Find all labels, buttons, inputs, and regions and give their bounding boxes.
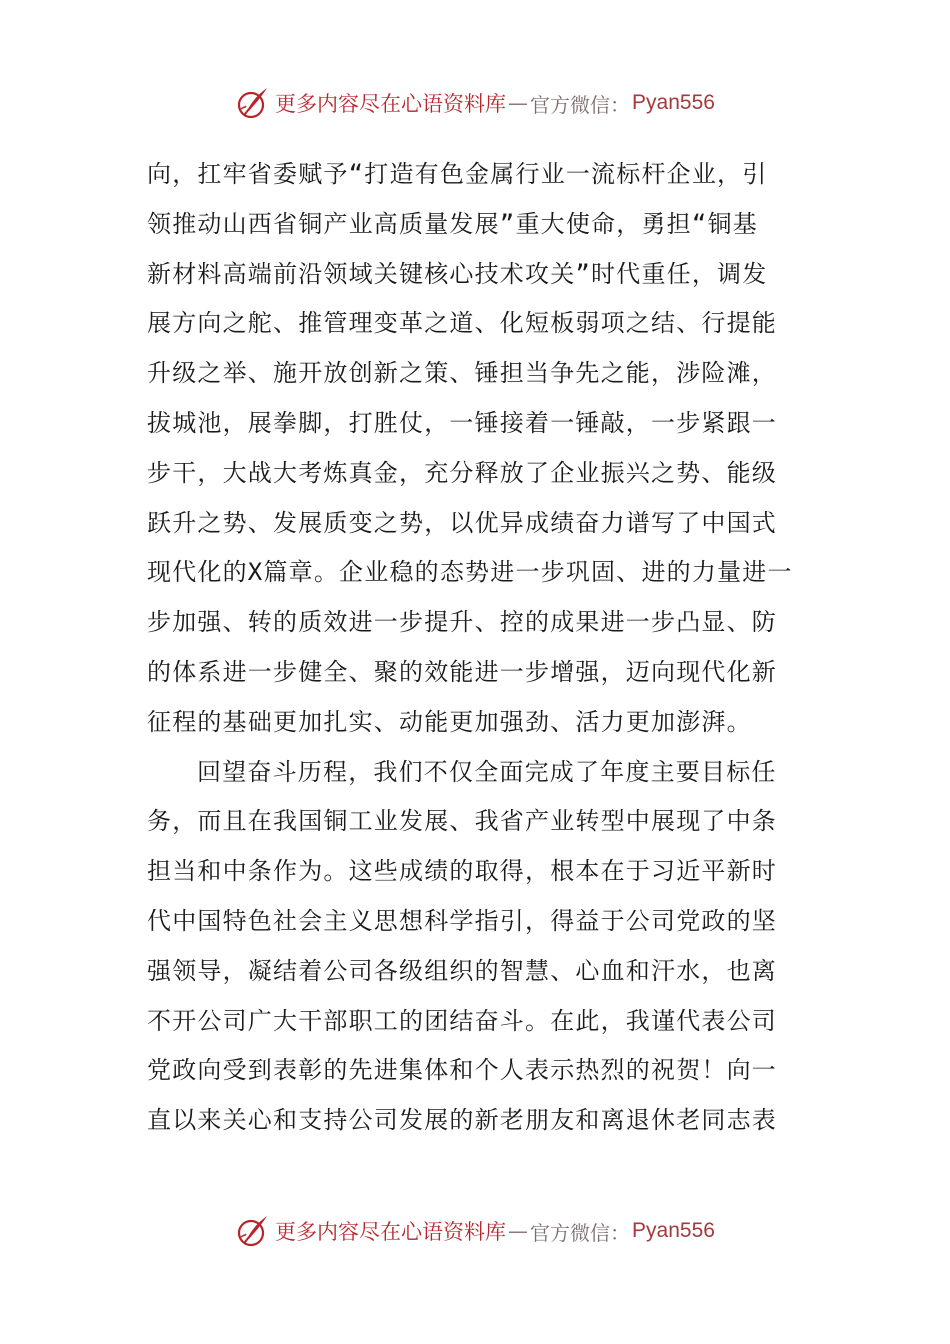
- text-line: 代中国特色社会主义思想科学指引，得益于公司党政的坚: [147, 906, 777, 935]
- text-line: 新材料高端前沿领域关键核心技术攻关”时代重任，调发: [147, 259, 768, 288]
- banner-site-name: 更多内容尽在心语资料库: [275, 92, 507, 116]
- text-line: 领推动山西省铜产业高质量发展”重大使命，勇担“铜基: [147, 209, 758, 238]
- banner-wechat-id: Pyan556: [632, 1219, 715, 1242]
- text-line: 直以来关心和支持公司发展的新老朋友和离退休老同志表: [147, 1106, 777, 1135]
- document-body: [147, 150, 807, 1146]
- text-line: 向，扛牢省委赋予“打造有色金属行业一流标杆企业，引: [147, 160, 768, 188]
- text-line: 的体系进一步健全、聚的效能进一步增强，迈向现代化新: [147, 657, 777, 686]
- paragraph-start-line: 回望奋斗历程，我们不仅全面完成了年度主要目标任: [197, 757, 777, 786]
- text-line: 步干，大战大考炼真金，充分释放了企业振兴之势、能级: [147, 458, 777, 487]
- banner-wechat-id: Pyan556: [632, 91, 715, 114]
- header-banner: [0, 83, 950, 123]
- text-line: 现代化的X篇章。企业稳的态势进一步巩固、进的力量进一: [147, 558, 793, 587]
- banner-wechat-label: 官方微信：: [530, 1220, 631, 1245]
- text-line: 展方向之舵、推管理变革之道、化短板弱项之结、行提能: [147, 309, 777, 338]
- footer-banner: [0, 1211, 950, 1251]
- banner-wechat-label: 官方微信：: [530, 92, 631, 117]
- text-line: 务，而且在我国铜工业发展、我省产业转型中展现了中条: [147, 807, 777, 836]
- quill-pen-circle-icon: [235, 85, 271, 121]
- text-line: 跃升之势、发展质变之势，以优异成绩奋力谱写了中国式: [147, 508, 777, 537]
- text-line: 不开公司广大干部职工的团结奋斗。在此，我谨代表公司: [147, 1006, 777, 1035]
- quill-pen-circle-icon: [235, 1213, 271, 1249]
- banner-separator: —: [508, 1219, 529, 1243]
- text-line: 步加强、转的质效进一步提升、控的成果进一步凸显、防: [147, 608, 777, 637]
- text-line: 征程的基础更加扎实、动能更加强劲、活力更加澎湃。: [147, 707, 752, 736]
- banner-separator: —: [508, 91, 529, 115]
- text-line: 担当和中条作为。这些成绩的取得，根本在于习近平新时: [147, 857, 777, 886]
- text-line: 强领导，凝结着公司各级组织的智慧、心血和汗水，也离: [147, 956, 777, 985]
- text-line: 党政向受到表彰的先进集体和个人表示热烈的祝贺！向一: [147, 1056, 777, 1085]
- text-line: 拔城池，展拳脚，打胜仗，一锤接着一锤敲，一步紧跟一: [147, 408, 777, 437]
- banner-site-name: 更多内容尽在心语资料库: [275, 1220, 507, 1244]
- text-line: 升级之举、施开放创新之策、锤担当争先之能，涉险滩，: [147, 359, 777, 388]
